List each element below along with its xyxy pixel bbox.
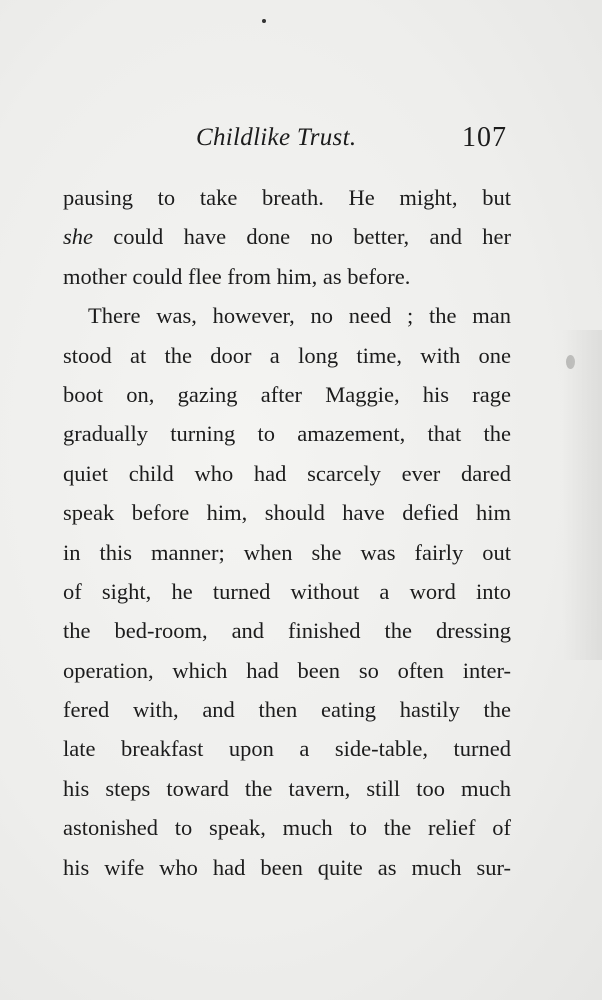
- page-edge-stain: [562, 330, 602, 660]
- text-line: pausing to take breath. He might, but: [63, 185, 511, 210]
- text-line: gradually turning to amazement, that the: [63, 421, 511, 447]
- text-line: There was, however, no need ; the man: [88, 303, 511, 329]
- text-line: of sight, he turned without a word into: [63, 578, 511, 604]
- text-line: his steps toward the tavern, still too much: [63, 775, 511, 801]
- text-line: boot on, gazing after Maggie, his rage: [63, 381, 511, 407]
- text-line: astonished to speak, much to the relief of: [63, 815, 511, 841]
- text-line: speak before him, should have defied him: [63, 500, 511, 526]
- body-text: [63, 178, 511, 887]
- italic-word: she: [63, 224, 93, 250]
- text-line: quiet child who had scarcely ever dared: [63, 460, 511, 486]
- text-line: [63, 217, 511, 256]
- text-line: mother could flee from him, as before.: [63, 263, 411, 289]
- text-line: stood at the door a long time, with one: [63, 342, 511, 368]
- text-line: the bed-room, and finished the dressing: [63, 618, 511, 644]
- text-span: could have done no better, and her: [93, 224, 511, 250]
- text-line: fered with, and then eating hastily the: [63, 697, 511, 723]
- text-line: in this manner; when she was fairly out: [63, 539, 511, 565]
- page-number: 107: [462, 122, 507, 153]
- text-line: his wife who had been quite as much sur-: [63, 854, 511, 880]
- text-line: operation, which had been so often inter-: [63, 657, 511, 683]
- running-title: Childlike Trust.: [196, 124, 357, 151]
- text-line: late breakfast upon a side-table, turned: [63, 736, 511, 762]
- running-header: [0, 120, 602, 160]
- ink-speck: [262, 19, 266, 23]
